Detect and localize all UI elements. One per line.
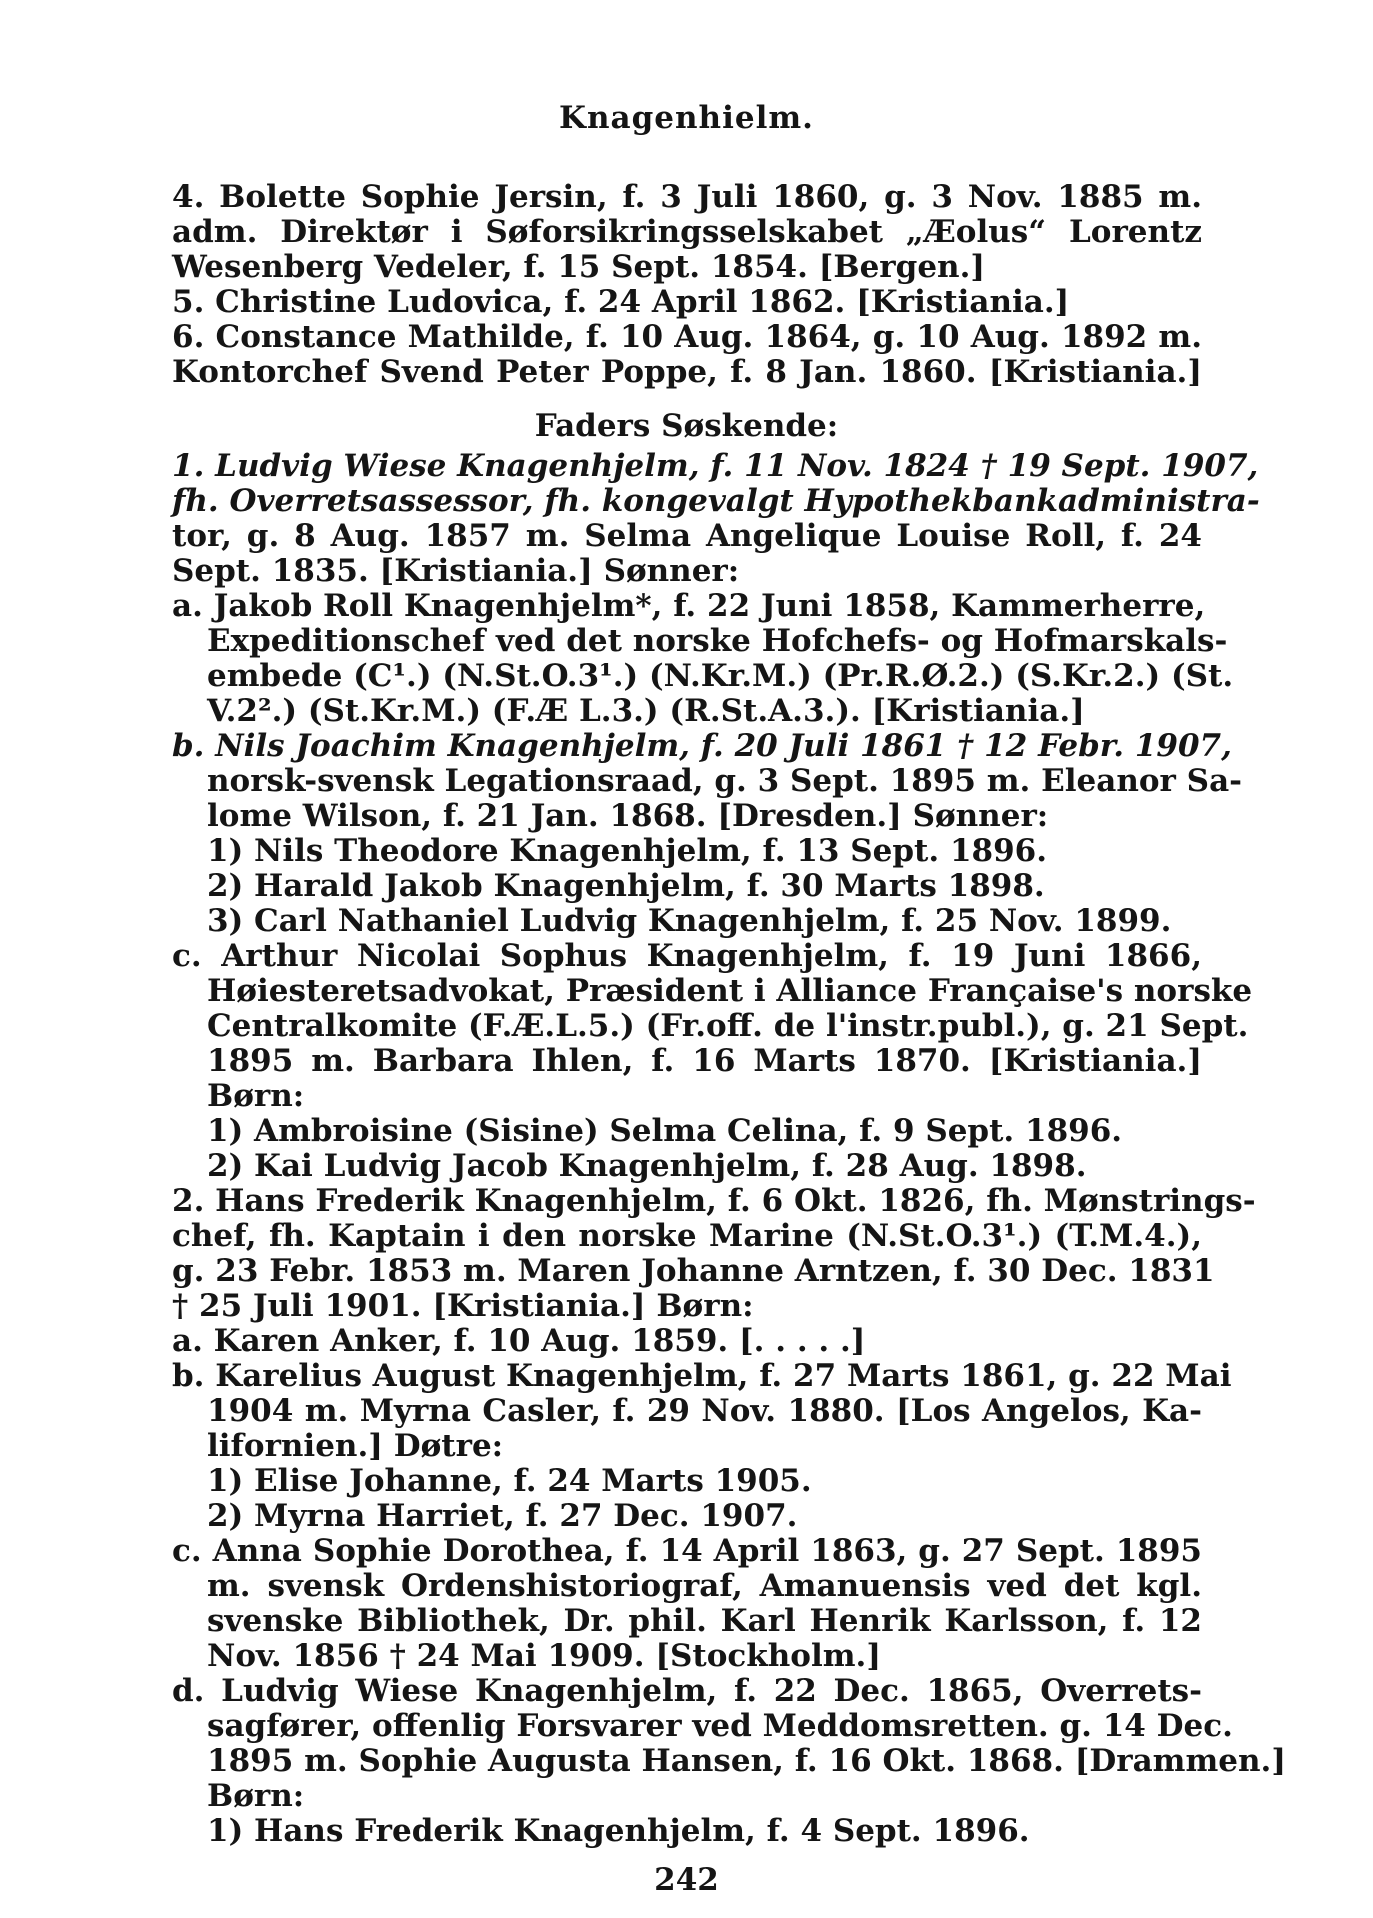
entry-line: 1895 m. Barbara Ihlen, f. 16 Marts 1870. [Kristiania.] — [207, 1043, 1202, 1079]
entry-line: 1. Ludvig Wiese Knagenhjelm, f. 11 Nov. 1824 † 19 Sept. 1907, — [172, 448, 1259, 484]
entry-line: tor, g. 8 Aug. 1857 m. Selma Angelique Louise Roll, f. 24 — [172, 518, 1202, 554]
entry-line: Høiesteretsadvokat, Præsident i Alliance Française's norske — [207, 973, 1253, 1009]
entry-line: Centralkomite (F.Æ.L.5.) (Fr.off. de l'instr.publ.), g. 21 Sept. — [207, 1008, 1249, 1044]
entry-line: Nov. 1856 † 24 Mai 1909. [Stockholm.] — [207, 1638, 881, 1674]
entry-line: Børn: — [207, 1078, 305, 1114]
entry-line: Sept. 1835. [Kristiania.] Sønner: — [172, 553, 740, 589]
page-header: Knagenhielm. — [559, 100, 814, 136]
entry-line: svenske Bibliothek, Dr. phil. Karl Henrik Karlsson, f. 12 — [207, 1603, 1202, 1639]
entry-line: fh. Overretsassessor, fh. kongevalgt Hypothekbankadministra- — [172, 483, 1260, 519]
entry-line: m. svensk Ordenshistoriograf, Amanuensis ved det kgl. — [207, 1568, 1202, 1604]
entry-line: 3) Carl Nathaniel Ludvig Knagenhjelm, f. 25 Nov. 1899. — [207, 903, 1172, 939]
entry-line: b. Nils Joachim Knagenhjelm, f. 20 Juli 1861 † 12 Febr. 1907, — [172, 728, 1232, 764]
entry-line: lifornien.] Døtre: — [207, 1428, 504, 1464]
entry-line: 1904 m. Myrna Casler, f. 29 Nov. 1880. [Los Angelos, Ka- — [207, 1393, 1202, 1429]
entry-line: 2) Myrna Harriet, f. 27 Dec. 1907. — [207, 1498, 798, 1534]
entry-line: Børn: — [207, 1778, 305, 1814]
entry-line: adm. Direktør i Søforsikringsselskabet „Æolus“ Lorentz — [172, 214, 1202, 250]
entry-line: sagfører, offenlig Forsvarer ved Meddomsretten. g. 14 Dec. — [207, 1708, 1233, 1744]
entry-line: c. Arthur Nicolai Sophus Knagenhjelm, f. 19 Juni 1866, — [172, 938, 1202, 974]
entry-line: norsk-svensk Legationsraad, g. 3 Sept. 1895 m. Eleanor Sa- — [207, 763, 1243, 799]
entry-line: c. Anna Sophie Dorothea, f. 14 April 1863, g. 27 Sept. 1895 — [172, 1533, 1202, 1569]
entry-line: lome Wilson, f. 21 Jan. 1868. [Dresden.] Sønner: — [207, 798, 1049, 834]
entry-line: † 25 Juli 1901. [Kristiania.] Børn: — [172, 1288, 754, 1324]
entry-line: 6. Constance Mathilde, f. 10 Aug. 1864, g. 10 Aug. 1892 m. — [172, 319, 1202, 355]
entry-line: a. Karen Anker, f. 10 Aug. 1859. [. . . . .] — [172, 1323, 866, 1359]
entry-line: V.2².) (St.Kr.M.) (F.Æ L.3.) (R.St.A.3.). [Kristiania.] — [207, 693, 1085, 729]
entry-line: Expeditionschef ved det norske Hofchefs- og Hofmarskals- — [207, 623, 1228, 659]
entry-line: 2) Harald Jakob Knagenhjelm, f. 30 Marts 1898. — [207, 868, 1045, 904]
entry-line: 1) Nils Theodore Knagenhjelm, f. 13 Sept. 1896. — [207, 833, 1048, 869]
entry-line: 1) Elise Johanne, f. 24 Marts 1905. — [207, 1463, 812, 1499]
entry-line: 1) Ambroisine (Sisine) Selma Celina, f. 9 Sept. 1896. — [207, 1113, 1123, 1149]
entry-line: b. Karelius August Knagenhjelm, f. 27 Marts 1861, g. 22 Mai — [172, 1358, 1232, 1394]
entry-line: 1) Hans Frederik Knagenhjelm, f. 4 Sept. 1896. — [207, 1813, 1030, 1849]
entry-line: a. Jakob Roll Knagenhjelm*, f. 22 Juni 1858, Kammerherre, — [172, 588, 1206, 624]
entry-line: d. Ludvig Wiese Knagenhjelm, f. 22 Dec. 1865, Overrets- — [172, 1673, 1202, 1709]
entry-line: 5. Christine Ludovica, f. 24 April 1862. [Kristiania.] — [172, 284, 1070, 320]
entry-line: chef, fh. Kaptain i den norske Marine (N.St.O.3¹.) (T.M.4.), — [172, 1218, 1202, 1254]
entry-line: g. 23 Febr. 1853 m. Maren Johanne Arntzen, f. 30 Dec. 1831 — [172, 1253, 1215, 1289]
page-number: 242 — [654, 1862, 719, 1898]
entry-line: 1895 m. Sophie Augusta Hansen, f. 16 Okt. 1868. [Drammen.] — [207, 1743, 1286, 1779]
entry-line: 2) Kai Ludvig Jacob Knagenhjelm, f. 28 Aug. 1898. — [207, 1148, 1087, 1184]
entry-line: 4. Bolette Sophie Jersin, f. 3 Juli 1860, g. 3 Nov. 1885 m. — [172, 179, 1202, 215]
entry-line: embede (C¹.) (N.St.O.3¹.) (N.Kr.M.) (Pr.R.Ø.2.) (S.Kr.2.) (St. — [207, 658, 1234, 694]
section-heading: Faders Søskende: — [534, 408, 839, 444]
entry-line: Wesenberg Vedeler, f. 15 Sept. 1854. [Bergen.] — [172, 249, 986, 285]
entry-line: Kontorchef Svend Peter Poppe, f. 8 Jan. 1860. [Kristiania.] — [172, 354, 1202, 390]
entry-line: 2. Hans Frederik Knagenhjelm, f. 6 Okt. 1826, fh. Mønstrings- — [172, 1183, 1256, 1219]
